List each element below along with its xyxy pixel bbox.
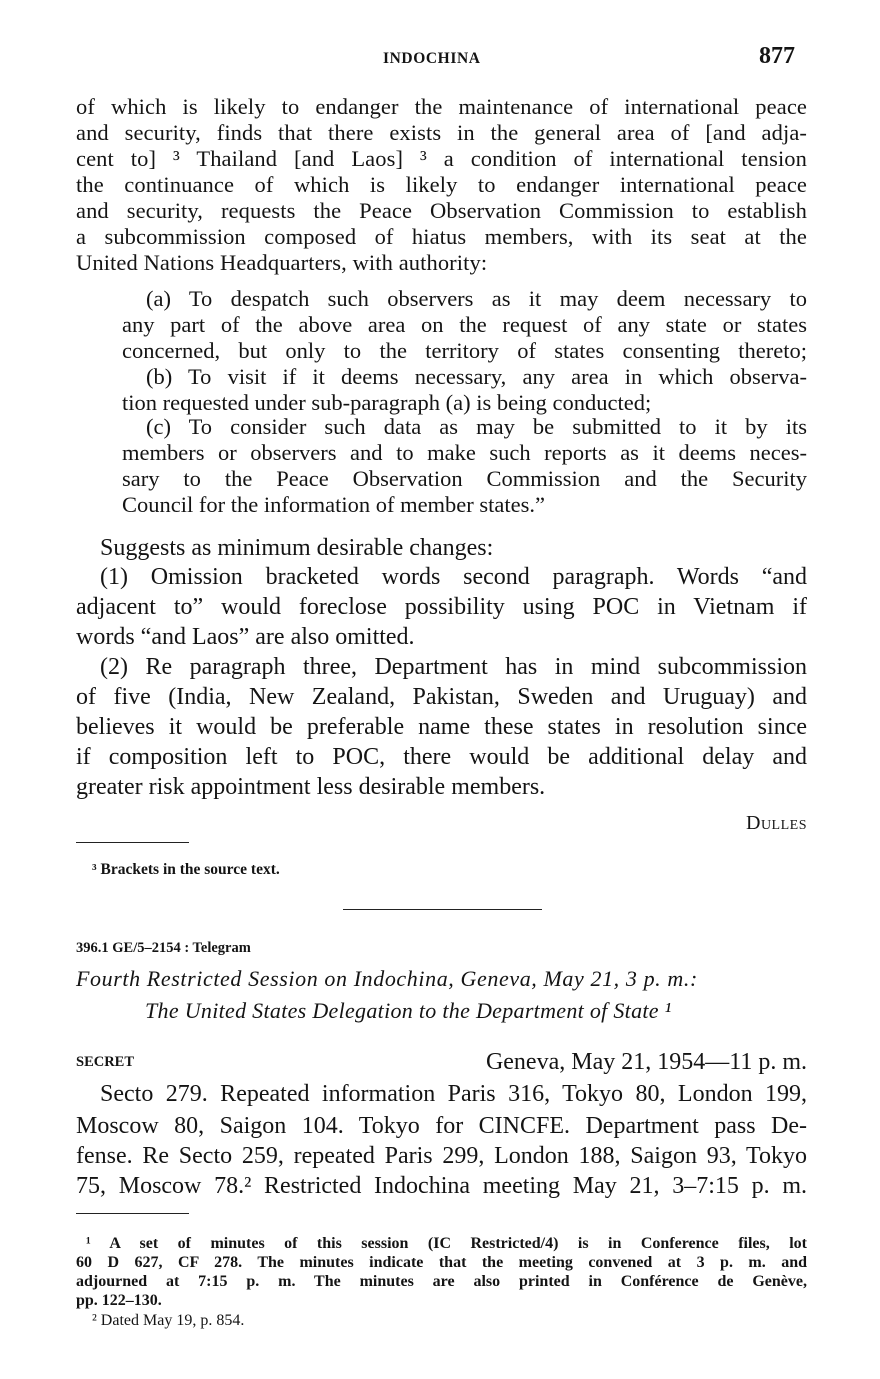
text-line: sary to the Peace Observation Commission and the Security: [122, 466, 807, 491]
classification: SECRET: [76, 1054, 135, 1070]
text-line: greater risk appointment less desirable members.: [76, 774, 546, 800]
text-line: ¹ A set of minutes of this session (IC Restricted/4) is in Conference files, lot: [86, 1235, 807, 1252]
text-line: Secto 279. Repeated information Paris 316, Tokyo 80, London 199,: [100, 1081, 807, 1107]
dateline: Geneva, May 21, 1954—11 p. m.: [485, 1049, 807, 1075]
text-line: a subcommission composed of hiatus members, with its seat at the: [76, 224, 807, 249]
document-title-line-2: The United States Delegation to the Department of State ¹: [145, 998, 672, 1023]
footnote-rule: [76, 1213, 189, 1214]
text-line: fense. Re Secto 259, repeated Paris 299, London 188, Saigon 93, Tokyo: [76, 1143, 807, 1169]
signature: Dulles: [746, 812, 807, 834]
text-line: tion requested under sub-paragraph (a) is being conducted;: [122, 390, 652, 415]
footnote-2: ² Dated May 19, p. 854.: [92, 1312, 245, 1329]
running-title: INDOCHINA: [383, 50, 481, 67]
text-line: pp. 122–130.: [76, 1292, 162, 1309]
text-line: (c) To consider such data as may be submitted to it by its: [146, 414, 807, 439]
suggests-line: Suggests as minimum desirable changes:: [100, 535, 494, 561]
text-line: of which is likely to endanger the maintenance of international peace: [76, 94, 807, 119]
text-line: (b) To visit if it deems necessary, any area in which observa-: [146, 364, 807, 389]
text-line: words “and Laos” are also omitted.: [76, 624, 415, 650]
text-line: Council for the information of member states.”: [122, 492, 546, 517]
text-line: the continuance of which is likely to endanger international peace: [76, 172, 807, 197]
text-line: 60 D 627, CF 278. The minutes indicate that the meeting convened at 3 p. m. and: [76, 1254, 807, 1271]
document-title-line-1: Fourth Restricted Session on Indochina, Geneva, May 21, 3 p. m.:: [76, 966, 698, 991]
file-reference: 396.1 GE/5–2154 : Telegram: [76, 940, 251, 956]
text-line: of five (India, New Zealand, Pakistan, Sweden and Uruguay) and: [76, 684, 807, 710]
text-line: adjacent to” would foreclose possibility using POC in Vietnam if: [76, 594, 807, 620]
text-line: members or observers and to make such reports as it deems neces-: [122, 440, 807, 465]
text-line: if composition left to POC, there would be additional delay and: [76, 744, 807, 770]
text-line: and security, finds that there exists in the general area of [and adja-: [76, 120, 807, 145]
text-line: (2) Re paragraph three, Department has in mind subcommission: [100, 654, 807, 680]
footnote-3: ³ Brackets in the source text.: [92, 861, 280, 878]
text-line: cent to] ³ Thailand [and Laos] ³ a condition of international tension: [76, 146, 807, 171]
text-line: concerned, but only to the territory of states consenting thereto;: [122, 338, 807, 363]
page-number: 877: [759, 43, 795, 69]
text-line: United Nations Headquarters, with authority:: [76, 250, 488, 275]
text-line: Moscow 80, Saigon 104. Tokyo for CINCFE. Department pass De-: [76, 1113, 807, 1139]
text-line: and security, requests the Peace Observation Commission to establish: [76, 198, 807, 223]
text-line: any part of the above area on the request of any state or states: [122, 312, 807, 337]
text-line: (a) To despatch such observers as it may deem necessary to: [146, 286, 807, 311]
footnote-rule: [76, 842, 189, 843]
section-divider: [343, 909, 542, 910]
text-line: adjourned at 7:15 p. m. The minutes are also printed in Conférence de Genève,: [76, 1273, 807, 1290]
text-line: 75, Moscow 78.² Restricted Indochina meeting May 21, 3–7:15 p. m.: [76, 1173, 807, 1199]
text-line: (1) Omission bracketed words second paragraph. Words “and: [100, 564, 807, 590]
text-line: believes it would be preferable name these states in resolution since: [76, 714, 807, 740]
